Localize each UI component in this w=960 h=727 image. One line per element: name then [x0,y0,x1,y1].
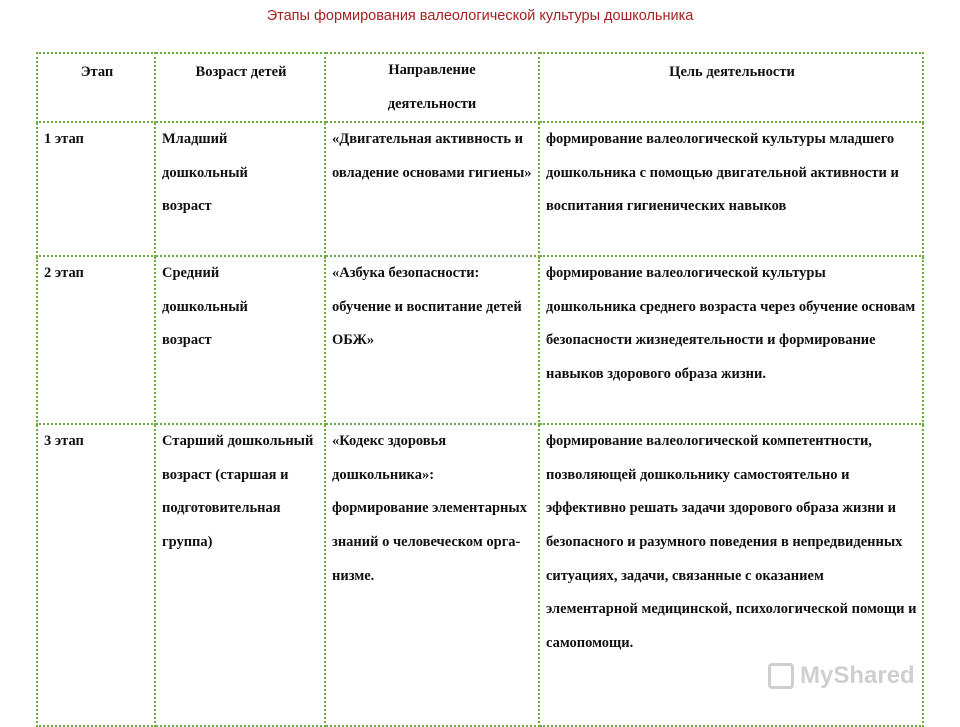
cell-direction: «Двигательная активность и овладение основами гигиены» [325,122,539,256]
cell-stage: 2 этап [37,256,155,424]
cell-stage: 3 этап [37,424,155,726]
cell-age: Старший дошкольный возраст (старшая и подготовительная группа) [155,424,325,726]
stages-table [36,52,924,727]
cell-direction: «Кодекс здоровья дошкольника»: формирование элементарных знаний о человеческом орга-низме. [325,424,539,726]
header-stage: Этап [37,53,155,122]
document-title: Этапы формирования валеологической культуры дошкольника [266,8,694,24]
cell-goal: формирование валеологической культуры младшего дошкольника с помощью двигательной активности и воспитания гигиенических навыков [539,122,923,256]
watermark [768,656,928,696]
cell-age: Младший дошкольный возраст [155,122,325,256]
table-row [37,256,923,424]
header-age: Возраст детей [155,53,325,122]
cell-goal: формирование валеологической культуры дошкольника среднего возраста через обучение основам безопасности жизнедеятельности и формирование навыков здорового образа жизни. [539,256,923,424]
watermark-text: MyShared [800,662,915,689]
header-direction: Направление деятельности [325,53,539,122]
cell-age: Средний дошкольный возраст [155,256,325,424]
presentation-icon [768,663,794,689]
table-header-row [37,53,923,122]
cell-direction: «Азбука безопасности: обучение и воспитание детей ОБЖ» [325,256,539,424]
table-row [37,122,923,256]
cell-goal: формирование валеологической компетентности, позволяющей дошкольнику самостоятельно и эффективно решать задачи здорового образа жизни и безопасного и разумного поведения в непредвиденных ситуациях, задачи, связанные с оказанием элементарной медицинской, психологической помощи и самопомощи. [539,424,923,726]
cell-stage: 1 этап [37,122,155,256]
header-goal: Цель деятельности [539,53,923,122]
